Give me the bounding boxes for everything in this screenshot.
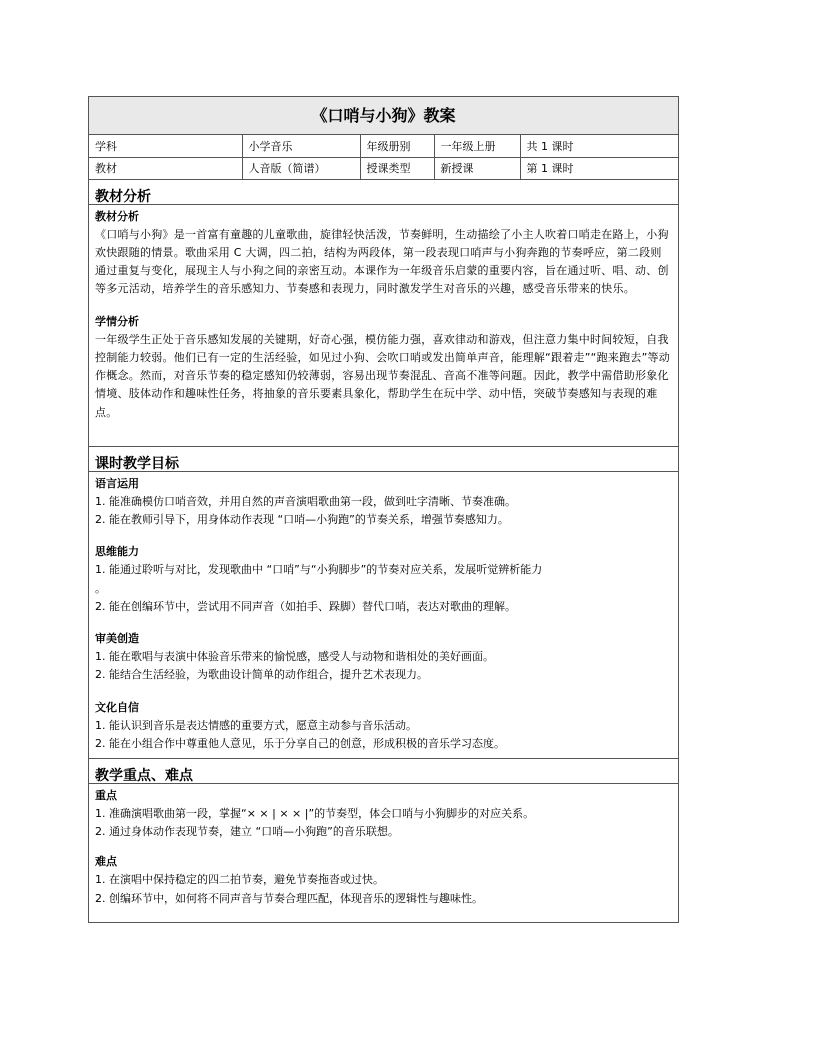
document-title-row bbox=[89, 97, 678, 135]
objective-line: 2. 能在教师引导下，用身体动作表现 “口哨—小狗跑”的节奏关系，增强节奏感知力。 bbox=[95, 512, 509, 526]
objective-line: 1. 能通过聆听与对比，发现歌曲中 “口哨”与“小狗脚步”的节奏对应关系，发展听觉辨析能力 bbox=[95, 563, 543, 577]
textbook-value: 人音版（简谱） bbox=[242, 157, 360, 179]
material-analysis-label: 教材分析 bbox=[95, 209, 139, 223]
objective-group-label: 思维能力 bbox=[95, 545, 139, 559]
info-row bbox=[89, 135, 678, 157]
objective-line: 1. 能准确模仿口哨音效，并用自然的声音演唱歌曲第一段，做到吐字清晰、节奏准确。 bbox=[95, 494, 516, 508]
material-analysis-text: 《口哨与小狗》是一首富有童趣的儿童歌曲，旋律轻快活泼，节奏鲜明，生动描绘了小主人吹着口哨走在路上，小狗欢快跟随的情景。歌曲采用 C 大调，四二拍，结构为两段体，第一段表现口哨声与小狗奔跑的节奏呼应，第二段则通过重复与变化，展现主人与小狗之间的亲密互动。本课作为一年级音乐启蒙的重要内容，旨在通过听、唱、动、创等多元活动，培养学生的音乐感知力、节奏感和表现力，同时激发学生对音乐的兴趣，感受音乐带来的快乐。 bbox=[95, 227, 669, 296]
student-analysis-text: 一年级学生正处于音乐感知发展的关键期，好奇心强，模仿能力强，喜欢律动和游戏，但注意力集中时间较短，自我控制能力较弱。他们已有一定的生活经验，如见过小狗、会吹口哨或发出简单声音，能理解“跟着走”“跑来跑去”等动作概念。然而，对音乐节奏的稳定感知仍较薄弱，容易出现节奏混乱、音高不准等问题。因此，教学中需借助形象化情境、肢体动作和趣味性任务，将抽象的音乐要素具象化，帮助学生在玩中学、动中悟，突破节奏感知与表现的难点。 bbox=[95, 332, 671, 419]
document-title: 《口哨与小狗》教案 bbox=[311, 106, 456, 125]
objectives-heading: 课时教学目标 bbox=[89, 447, 678, 472]
objective-group-label: 文化自信 bbox=[95, 700, 139, 714]
objective-group-label: 审美创造 bbox=[95, 631, 139, 645]
subject-value: 小学音乐 bbox=[242, 135, 360, 157]
objective-line: 2. 能在小组合作中尊重他人意见，乐于分享自己的创意，形成积极的音乐学习态度。 bbox=[95, 736, 505, 750]
keypoints-heading: 教学重点、难点 bbox=[89, 759, 678, 784]
difficulty-label: 难点 bbox=[95, 855, 117, 869]
student-analysis-label: 学情分析 bbox=[95, 314, 139, 328]
objective-line: 1. 能在歌唱与表演中体验音乐带来的愉悦感，感受人与动物和谐相处的美好画面。 bbox=[95, 650, 494, 664]
objective-line: 1. 能认识到音乐是表达情感的重要方式，愿意主动参与音乐活动。 bbox=[95, 718, 417, 732]
grade-value: 一年级上册 bbox=[434, 135, 520, 157]
objective-line: 2. 能在创编环节中，尝试用不同声音（如拍手、跺脚）替代口哨，表达对歌曲的理解。 bbox=[95, 599, 516, 613]
objective-line: 2. 能结合生活经验，为歌曲设计简单的动作组合，提升艺术表现力。 bbox=[95, 668, 428, 682]
textbook-label: 教材 bbox=[89, 157, 242, 179]
subject-label: 学科 bbox=[89, 135, 242, 157]
analysis-heading: 教材分析 bbox=[89, 180, 678, 205]
focus-line: 2. 通过身体动作表现节奏，建立 “口哨—小狗跑”的音乐联想。 bbox=[95, 824, 399, 838]
lesson-plan-document bbox=[88, 96, 679, 923]
difficulty-line: 2. 创编环节中，如何将不同声音与节奏合理匹配，体现音乐的逻辑性与趣味性。 bbox=[95, 891, 483, 905]
lesson-type-value: 新授课 bbox=[434, 157, 520, 179]
objective-group-label: 语言运用 bbox=[95, 476, 139, 490]
lesson-type-label: 授课类型 bbox=[360, 157, 434, 179]
focus-line: 1. 准确演唱歌曲第一段，掌握“× × | × × |”的节奏型，体会口哨与小狗脚步的对应关系。 bbox=[95, 806, 535, 820]
period-number: 第 1 课时 bbox=[520, 157, 678, 179]
lesson-info-table bbox=[89, 135, 678, 180]
objective-line: 。 bbox=[95, 581, 106, 595]
grade-label: 年级册别 bbox=[360, 135, 434, 157]
objectives-section bbox=[89, 472, 678, 759]
keypoints-section bbox=[89, 784, 678, 930]
focus-label: 重点 bbox=[95, 788, 117, 802]
analysis-section bbox=[89, 205, 678, 447]
total-periods: 共 1 课时 bbox=[520, 135, 678, 157]
info-row bbox=[89, 157, 678, 179]
difficulty-line: 1. 在演唱中保持稳定的四二拍节奏，避免节奏拖沓或过快。 bbox=[95, 873, 384, 887]
